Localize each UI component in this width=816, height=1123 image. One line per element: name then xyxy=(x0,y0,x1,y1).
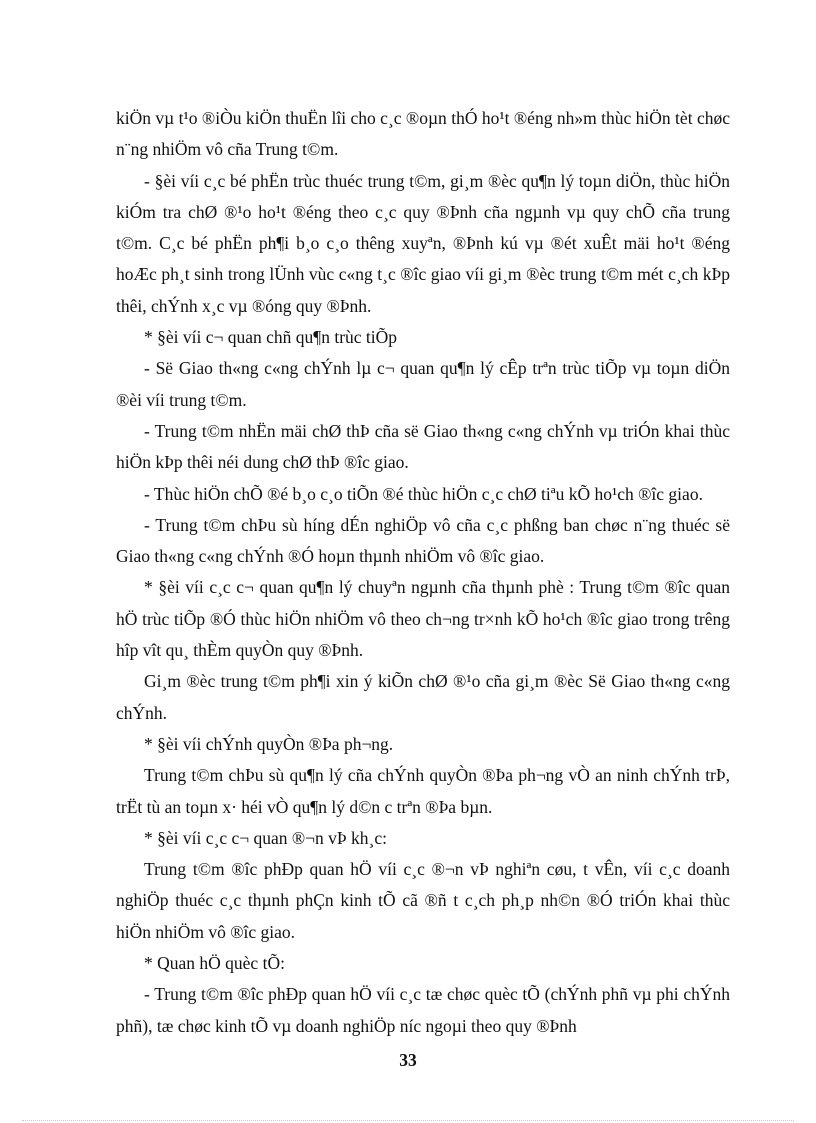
paragraph: Trung t©m chÞu sù qu¶n lý cña chÝnh quyÒn ®Þa ph¬ng vÒ an ninh chÝnh trÞ, trËt tù an toµn x· héi vÒ qu¶n lý d©n c trªn ®Þa bµn. xyxy=(116,765,730,817)
paragraph: * Quan hÖ quèc tÕ: xyxy=(144,953,285,974)
paragraph: - Trung t©m ®îc phÐp quan hÖ víi c¸c tæ chøc quèc tÕ (chÝnh phñ vµ phi chÝnh phñ), tæ chøc kinh tÕ vµ doanh nghiÖp níc ngoµi theo quy ®Þnh xyxy=(116,984,730,1036)
paragraph: * §èi víi c¸c c¬ quan qu¶n lý chuyªn ngµnh cña thµnh phè : Trung t©m ®îc quan hÖ trùc tiÕp ®Ó thùc hiÖn nhiÖm vô theo ch¬ng tr×nh kÕ ho¹ch ®îc giao trong trêng hîp vît qu¸ thÈm quyÒn quy ®Þnh. xyxy=(116,577,730,661)
paragraph: - Trung t©m chÞu sù híng dÉn nghiÖp vô cña c¸c phßng ban chøc n¨ng thuéc së Giao th«ng c«ng chÝnh ®Ó hoµn thµnh nhiÖm vô ®îc giao. xyxy=(116,514,730,567)
paragraph: - Së Giao th«ng c«ng chÝnh lµ c¬ quan qu¶n lý cÊp trªn trùc tiÕp vµ toµn diÖn ®èi víi trung t©m. xyxy=(116,358,730,410)
paragraph: * §èi víi chÝnh quyÒn ®Þa ph¬ng. xyxy=(144,733,394,754)
paragraph: - Trung t©m nhËn mäi chØ thÞ cña së Giao th«ng c«ng chÝnh vµ triÓn khai thùc hiÖn kÞp thêi néi dung chØ thÞ ®îc giao. xyxy=(116,420,730,473)
paragraph: - §èi víi c¸c bé phËn trùc thuéc trung t©m, gi¸m ®èc qu¶n lý toµn diÖn, thùc hiÖn kiÓm tra chØ ®¹o ho¹t ®éng theo c¸c quy ®Þnh cña ngµnh vµ quy chÕ cña trung t©m. C¸c bé phËn ph¶i b¸o c¸o thêng xuyªn, ®Þnh kú vµ ®ét xuÊt mäi ho¹t ®éng hoÆc ph¸t sinh trong lÜnh vùc c«ng t¸c ®îc giao víi gi¸m ®èc trung t©m mét c¸ch kÞp thêi, chÝnh x¸c vµ ®óng quy ®Þnh. xyxy=(116,170,730,316)
paragraph: * §èi víi c¬ quan chñ qu¶n trùc tiÕp xyxy=(144,327,398,348)
document-body xyxy=(116,103,730,1042)
paragraph: - Thùc hiÖn chÕ ®é b¸o c¸o tiÕn ®é thùc hiÖn c¸c chØ tiªu kÕ ho¹ch ®îc giao. xyxy=(144,483,703,504)
paragraph: Trung t©m ®îc phÐp quan hÖ víi c¸c ®¬n vÞ nghiªn cøu, t vÊn, víi c¸c doanh nghiÖp thuéc c¸c thµnh phÇn kinh tÕ cã ®ñ t c¸ch ph¸p nh©n ®Ó triÓn khai thùc hiÖn nhiÖm vô ®îc giao. xyxy=(116,859,730,942)
page-bottom-divider xyxy=(22,1120,794,1121)
paragraph: Gi¸m ®èc trung t©m ph¶i xin ý kiÕn chØ ®¹o cña gi¸m ®èc Së Giao th«ng c«ng chÝnh. xyxy=(116,671,730,723)
page-number: 33 xyxy=(399,1050,417,1070)
paragraph: * §èi víi c¸c c¬ quan ®¬n vÞ kh¸c: xyxy=(144,827,387,848)
paragraph: kiÖn vµ t¹o ®iÒu kiÖn thuËn lîi cho c¸c ®oµn thÓ ho¹t ®éng nh»m thùc hiÖn tèt chøc n¨ng nhiÖm vô cña Trung t©m. xyxy=(116,108,730,160)
